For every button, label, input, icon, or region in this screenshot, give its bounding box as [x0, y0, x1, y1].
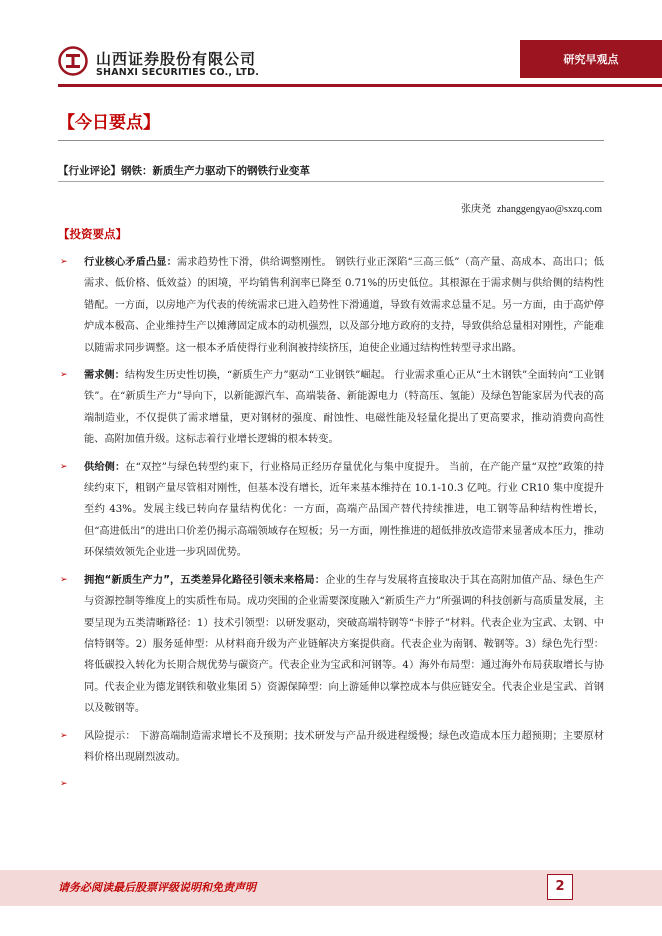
company-logo-icon — [58, 46, 88, 76]
bullet-arrow-icon: ➢ — [60, 461, 68, 472]
bullet-arrow-icon: ➢ — [60, 574, 68, 585]
bullet-lead: 需求侧： — [84, 370, 125, 382]
header-divider — [58, 84, 662, 87]
list-item — [58, 457, 604, 564]
list-item — [58, 365, 604, 451]
bullet-arrow-icon: ➢ — [60, 730, 68, 741]
footer-disclaimer: 请务必阅读最后股票评级说明和免责声明 — [58, 881, 256, 894]
page-title: 【今日要点】 — [58, 113, 160, 133]
bullet-arrow-icon: ➢ — [60, 779, 68, 790]
list-item — [58, 726, 604, 769]
author-name: 张庚尧 — [460, 204, 491, 215]
author-byline — [461, 200, 602, 215]
company-name-en: SHANXI SECURITIES CO., LTD. — [96, 67, 260, 78]
article-divider — [58, 181, 604, 182]
bullet-arrow-icon: ➢ — [60, 257, 68, 267]
investment-points-list — [58, 252, 605, 790]
section-heading: 【投资要点】 — [58, 227, 127, 241]
bullet-lead: 行业核心矛盾凸显： — [84, 257, 177, 268]
bullet-arrow-icon: ➢ — [60, 370, 68, 381]
bullet-text: 需求趋势性下滑，供给调整刚性。 钢铁行业正深陷“三高三低”（高产量、高成本、高出口；低需求、低价格、低效益）的困境，平均销售利润率已降至 0.71%的历史低位。其根源在于需求侧与供给侧的结构性错配。一方面，以房地产为代表的传统需求已进入趋势性下滑通道，导致有效需求总量不足。另一方面，由于高炉停炉成本极高、企业维持生产以摊薄固定成本的动机强烈，以及部分地方政府的支持，导致供给总量相对刚性，产能难以随需求同步调整。这一根本矛盾使得行业利润被持续挤压，迫使企业通过结构性转型寻求出路。 — [84, 257, 604, 354]
list-item — [58, 570, 604, 720]
list-item — [58, 252, 604, 359]
page-number: 2 — [547, 874, 573, 900]
bullet-text: 在“双控”与绿色转型约束下，行业格局正经历存量优化与集中度提升。 当前，在产能产量“双控”政策的持续约束下，粗钢产量尽管相对刚性，但基本没有增长，近年来基本维持在 10.1-10.3 亿吨。行业 CR10 集中度提升至约 43%。发展主线已转向存量结构优化：一方面，高端产品国产替代持续推进，电工钢等品种结构性增长，但“高进低出”的进出口价差仍揭示高端领域存在短板；另一方面，刚性推进的超低排放改造带来显著成本压力，推动环保绩效领先企业进一步巩固优势。 — [84, 461, 605, 559]
company-name-cn: 山西证券股份有限公司 — [96, 50, 257, 68]
report-header — [0, 0, 662, 95]
bullet-lead: 供给侧： — [84, 461, 126, 473]
title-divider — [58, 140, 604, 141]
bullet-lead: 拥抱“新质生产力”，五类差异化路径引领未来格局： — [84, 574, 326, 586]
report-type-label: 研究早观点 — [563, 53, 619, 66]
report-type-band — [520, 40, 662, 78]
author-email: zhanggengyao@sxzq.com — [496, 204, 602, 215]
bullet-text: 结构发生历史性切换，“新质生产力”驱动“工业钢铁”崛起。 行业需求重心正从“土木钢铁”全面转向“工业钢铁”。在“新质生产力”导向下，以新能源汽车、高端装备、新能源电力（特高压、氢能）及绿色智能家居为代表的高端制造业，不仅提供了需求增量，更对钢材的强度、耐蚀性、电磁性能及轻量化提出了更高要求，推动消费向高性能、高附加值升级。这标志着行业增长逻辑的根本转变。 — [84, 370, 605, 446]
article-title: 【行业评论】钢铁：新质生产力驱动下的钢铁行业变革 — [58, 165, 310, 177]
bullet-text: 企业的生存与发展将直接取决于其在高附加值产品、绿色生产与资源控制等维度上的实质性布局。成功突围的企业需要深度融入“新质生产力”所强调的科技创新与高质量发展，主要呈现为五类清晰路径：1）技术引领型：以研发驱动，突破高端特钢等“卡脖子”材料。代表企业为宝武、太钢、中信特钢等。2）服务延伸型：从材料商升级为产业链解决方案提供商。代表企业为南钢、鞍钢等。3）绿色先行型：将低碳投入转化为长期合规优势与碳资产。代表企业为宝武和河钢等。4）海外布局型：通过海外布局获取增长与协同。代表企业为德龙钢铁和敬业集团 5）资源保障型：向上游延伸以掌控成本与供应链安全。代表企业是宝武、首钢以及鞍钢等。 — [84, 574, 604, 715]
bullet-text: 风险提示： 下游高端制造需求增长不及预期；技术研发与产品升级进程缓慢；绿色改造成本压力超预期；主要原材料价格出现剧烈波动。 — [84, 730, 604, 763]
